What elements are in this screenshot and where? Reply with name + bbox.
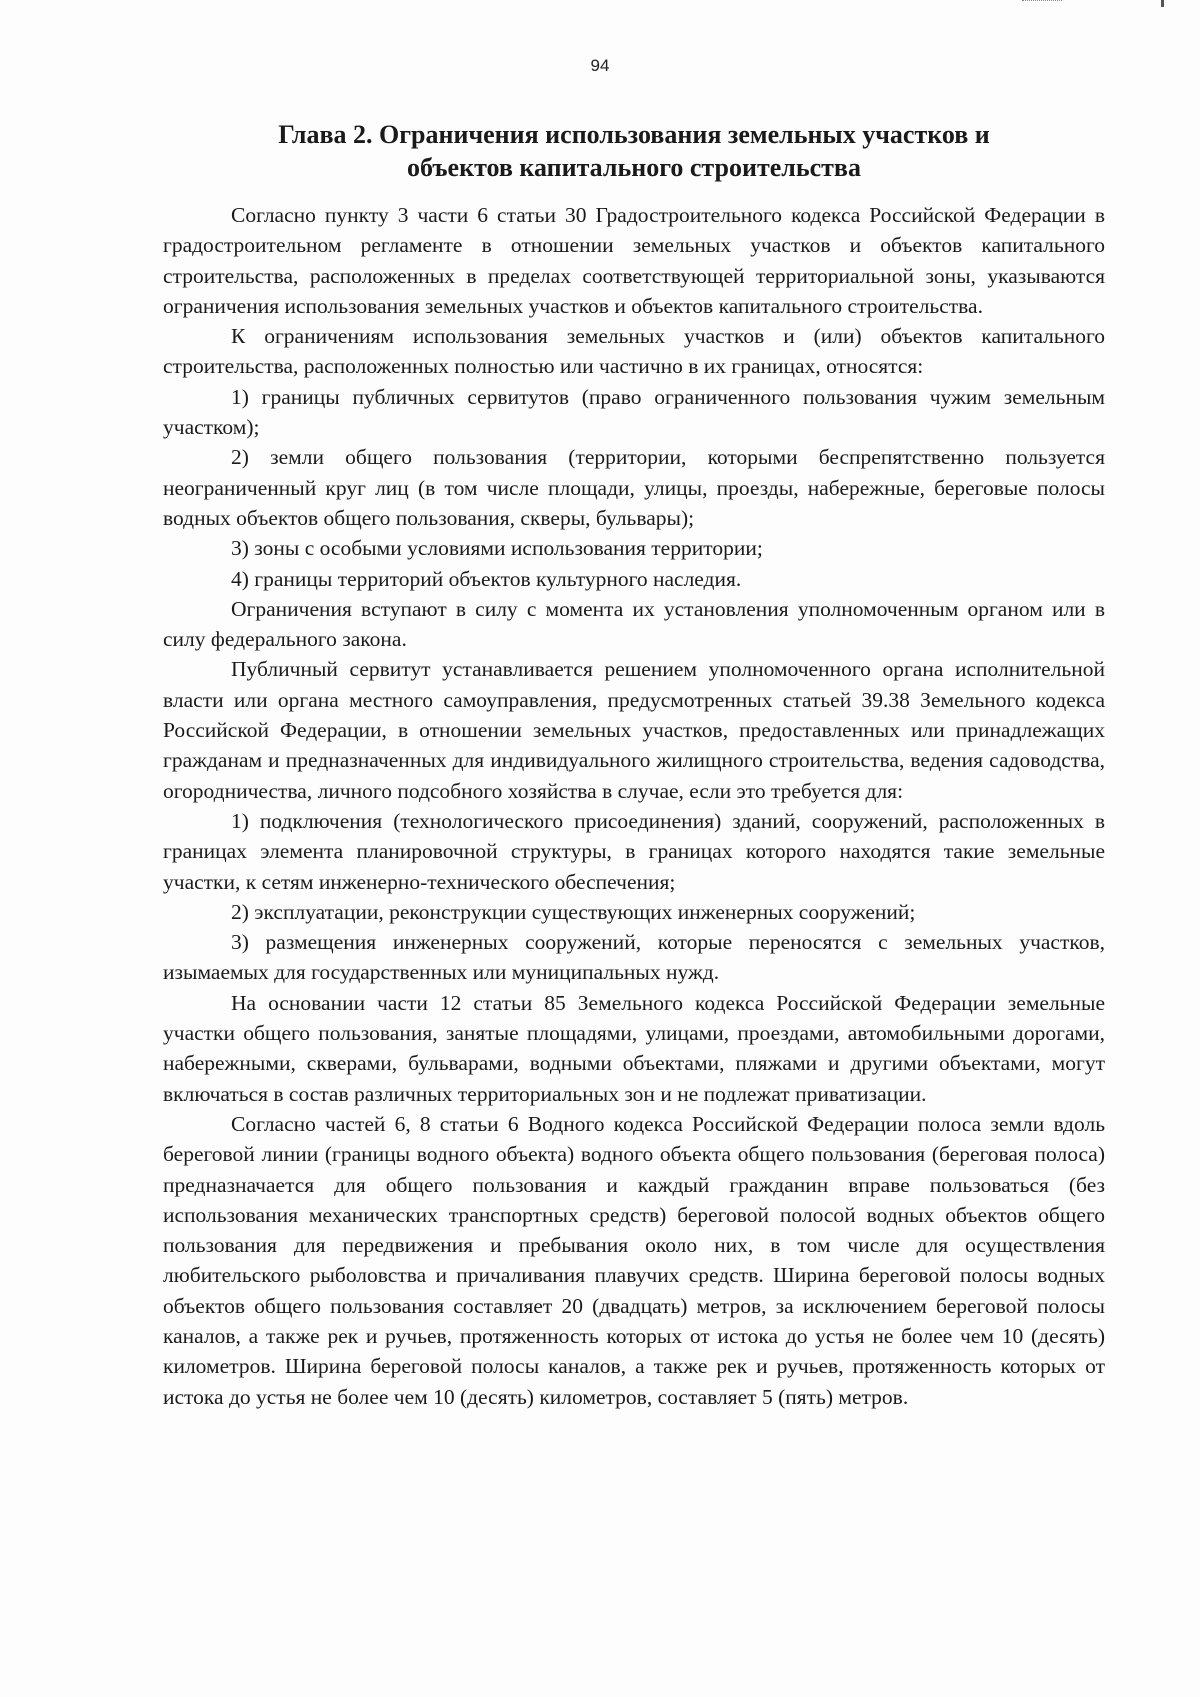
- chapter-title-line-1: Глава 2. Ограничения использования земельных участков и: [278, 120, 990, 149]
- page-number: 94: [590, 56, 610, 75]
- list-item-cultural-heritage: 4) границы территорий объектов культурного наследия.: [231, 566, 742, 591]
- paragraph-land-code-85: На основании части 12 статьи 85 Земельного кодекса Российской Федерации земельные участки общего пользования, занятые площадями, улицами, проездами, автомобильными дорогами, набережными, скверами, бульварами, водными объектами, пляжами и другими объектами, могут включаться в состав различных территориальных зон и не подлежат приватизации.: [163, 990, 1105, 1106]
- list-item-connection: 1) подключения (технологического присоединения) зданий, сооружений, расположенных в границах элемента планировочной структуры, в границах которого находятся такие земельные участки, к сетям инженерно-технического обеспечения;: [163, 808, 1105, 894]
- chapter-title: [163, 118, 1105, 184]
- scan-artifact-dots: [1022, 0, 1062, 4]
- list-item-special-zones: 3) зоны с особыми условиями использования территории;: [231, 536, 763, 561]
- paragraph-restrictions-effect: Ограничения вступают в силу с момента их установления уполномоченным органом или в силу федерального закона.: [163, 596, 1105, 652]
- list-item-common-use-lands: 2) земли общего пользования (территории, которыми беспрепятственно пользуется неограниченный круг лиц (в том числе площади, улицы, проезды, набережные, береговые полосы водных объектов общего пользования, скверы, бульвары);: [163, 445, 1105, 530]
- paragraph-restrictions-intro: К ограничениям использования земельных участков и (или) объектов капитального строительства, расположенных полностью или частично в их границах, относятся:: [163, 324, 1105, 379]
- paragraph-public-servitude: Публичный сервитут устанавливается решением уполномоченного органа исполнительной власти или органа местного самоуправления, предусмотренных статьей 39.38 Земельного кодекса Российской Федерации, в отношении земельных участков, предоставленных или принадлежащих гражданам и предназначенных для индивидуального жилищного строительства, ведения садоводства, огородничества, личного подсобного хозяйства в случае, если это требуется для:: [163, 657, 1105, 803]
- paragraph-water-code-6: Согласно частей 6, 8 статьи 6 Водного кодекса Российской Федерации полоса земли вдоль береговой линии (границы водного объекта) водного объекта общего пользования (береговая полоса) предназначается для общего пользования и каждый гражданин вправе пользоваться (без использования механических транспортных средств) береговой полосой водных объектов общего пользования для передвижения и пребывания около них, в том числе для осуществления любительского рыболовства и причаливания плавучих средств. Ширина береговой полосы водных объектов общего пользования составляет 20 (двадцать) метров, за исключением береговой полосы каналов, а также рек и ручьев, протяженность которых от истока до устья не более чем 10 (десять) километров. Ширина береговой полосы каналов, а также рек и ручьев, протяженность которых от истока до устья не более чем 10 (десять) километров, составляет 5 (пять) метров.: [163, 1111, 1105, 1409]
- scan-artifact-mark: [1161, 0, 1164, 7]
- paragraph-gradostroitelny-kodeks: Согласно пункту 3 части 6 статьи 30 Градостроительного кодекса Российской Федерации в градостроительном регламенте в отношении земельных участков и объектов капитального строительства, расположенных в пределах соответствующей территориальной зоны, указываются ограничения использования земельных участков и объектов капитального строительства.: [163, 203, 1105, 318]
- list-item-operation: 2) эксплуатации, реконструкции существующих инженерных сооружений;: [231, 899, 916, 924]
- list-item-relocation: 3) размещения инженерных сооружений, которые переносятся с земельных участков, изымаемых для государственных или муниципальных нужд.: [163, 930, 1105, 985]
- document-body: [163, 118, 1105, 1412]
- list-item-public-servitudes: 1) границы публичных сервитутов (право ограниченного пользования чужим земельным участком);: [163, 384, 1105, 440]
- chapter-title-line-2: объектов капитального строительства: [407, 153, 861, 182]
